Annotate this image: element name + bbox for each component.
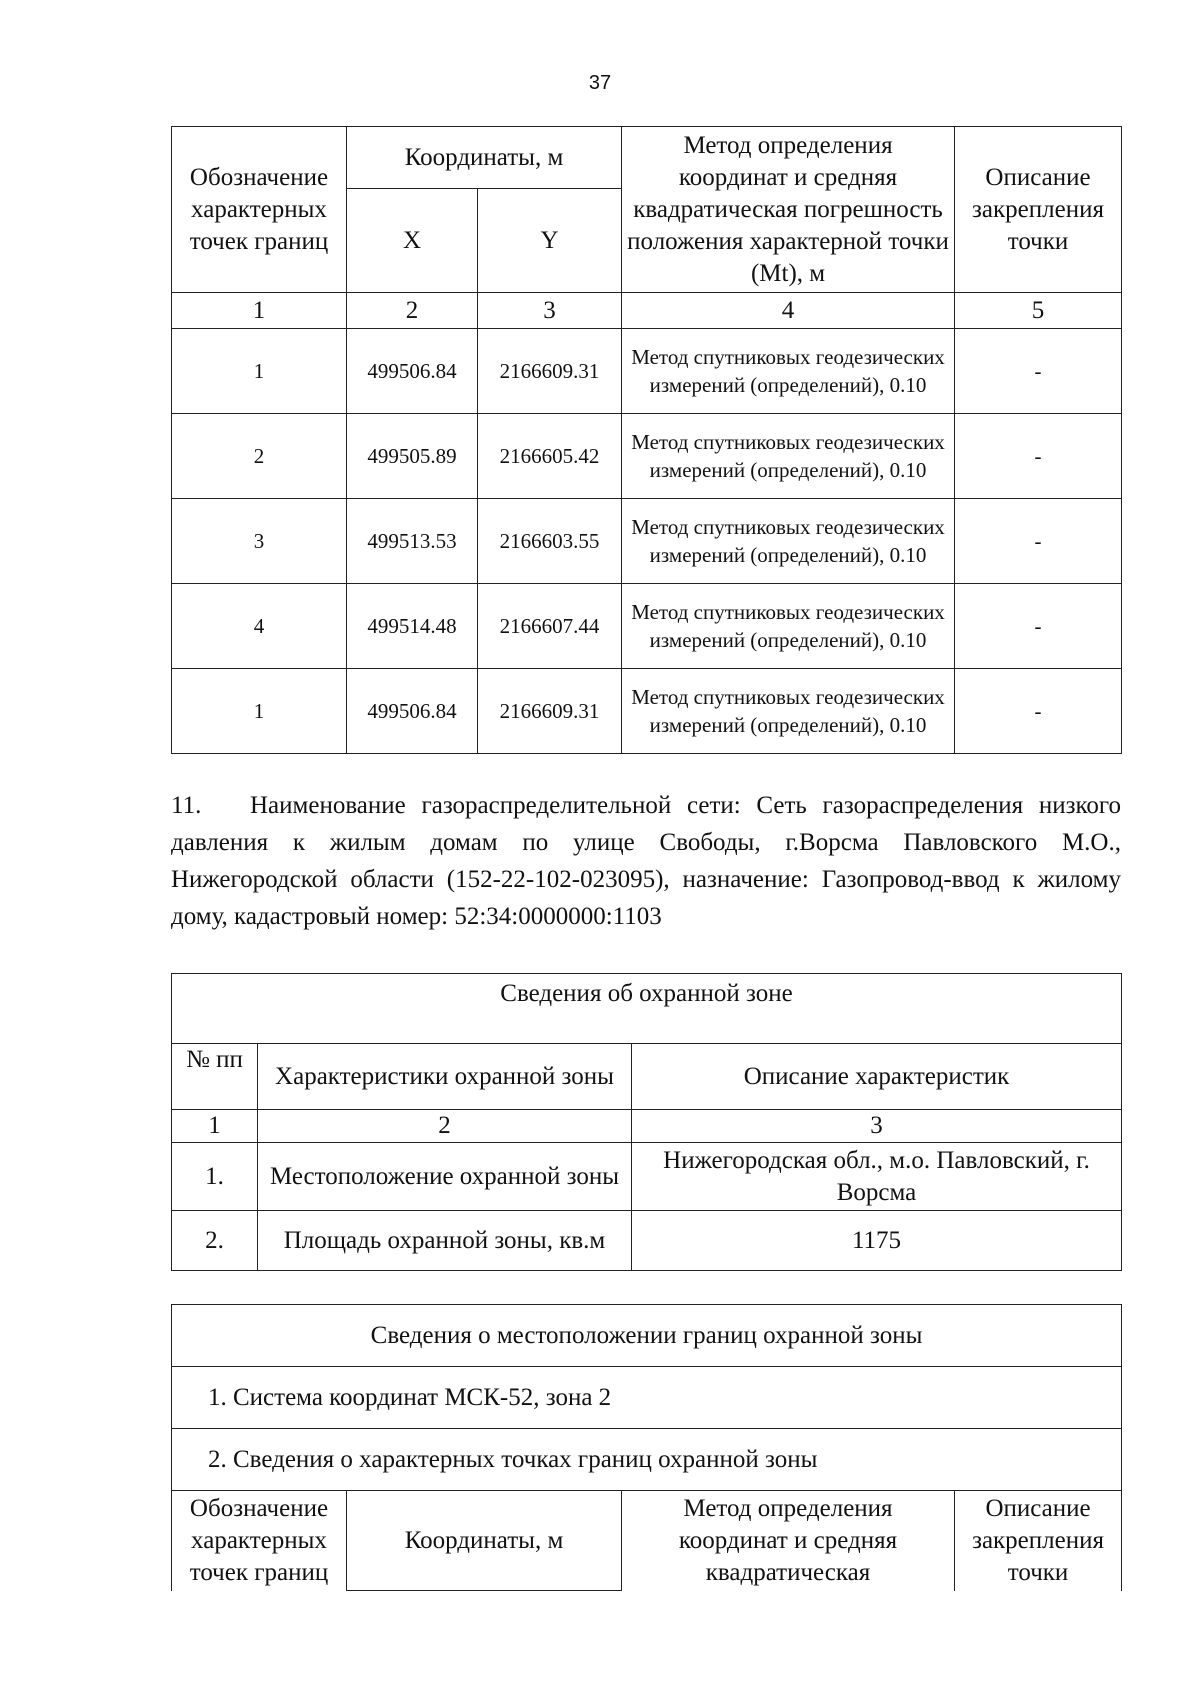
- column-number: 5: [955, 293, 1122, 329]
- borders-table-title: Сведения о местоположении границ охранной зоны: [172, 1305, 1122, 1367]
- header-y: Y: [478, 189, 622, 293]
- x-value: 499506.84: [347, 669, 478, 754]
- description-value: -: [955, 414, 1122, 499]
- method-value: Метод спутниковых геодезических измерений (определений), 0.10: [622, 584, 955, 669]
- header-characteristic: Характеристики охранной зоны: [258, 1044, 632, 1110]
- header-point: Обозначение характерных точек границ: [172, 127, 347, 293]
- page-number: 37: [588, 72, 612, 94]
- method-value: Метод спутниковых геодезических измерений (определений), 0.10: [622, 499, 955, 584]
- coordinate-system-line: 1. Система координат МСК-52, зона 2: [172, 1367, 1122, 1429]
- point-id: 2: [172, 414, 347, 499]
- table-row: [172, 1211, 1122, 1271]
- table-row: [172, 669, 1122, 754]
- method-value: Метод спутниковых геодезических измерений (определений), 0.10: [622, 329, 955, 414]
- column-number: 4: [622, 293, 955, 329]
- header-method: Метод определения координат и средняя квадратическая: [622, 1491, 955, 1591]
- column-number: 1: [172, 1110, 258, 1143]
- row-number: 1.: [172, 1143, 258, 1211]
- section-paragraph: [171, 787, 1121, 935]
- table-row: [172, 1143, 1122, 1211]
- y-value: 2166603.55: [478, 499, 622, 584]
- row-number: 2.: [172, 1211, 258, 1271]
- section-text: Наименование газораспределительной сети: Сеть газораспределения низкого давления к жилым домам по улице Свободы, г.Ворсма Павловского М.О., Нижегородской области (152-22-102-023095), назначение: Газопровод-ввод к жилому дому, кадастровый номер: 52:34:0000000:1103: [171, 792, 1121, 930]
- table-row: [172, 499, 1122, 584]
- table-row: [172, 414, 1122, 499]
- table-row: [172, 584, 1122, 669]
- description-value: Нижегородская обл., м.о. Павловский, г. Ворсма: [632, 1143, 1122, 1211]
- y-value: 2166609.31: [478, 669, 622, 754]
- header-description: Описание закрепления точки: [955, 127, 1122, 293]
- x-value: 499505.89: [347, 414, 478, 499]
- header-coordinates: Координаты, м: [347, 127, 622, 189]
- section-number: 11.: [171, 792, 202, 819]
- x-value: 499513.53: [347, 499, 478, 584]
- coordinates-table: [171, 126, 1122, 754]
- description-value: -: [955, 499, 1122, 584]
- protection-zone-table: [171, 973, 1122, 1271]
- description-value: 1175: [632, 1211, 1122, 1271]
- point-id: 3: [172, 499, 347, 584]
- description-value: -: [955, 329, 1122, 414]
- point-id: 1: [172, 329, 347, 414]
- column-number: 1: [172, 293, 347, 329]
- y-value: 2166609.31: [478, 329, 622, 414]
- point-id: 4: [172, 584, 347, 669]
- point-id: 1: [172, 669, 347, 754]
- description-value: -: [955, 669, 1122, 754]
- x-value: 499506.84: [347, 329, 478, 414]
- zone-borders-table: [171, 1304, 1122, 1591]
- y-value: 2166605.42: [478, 414, 622, 499]
- header-num: № пп: [172, 1044, 258, 1110]
- x-value: 499514.48: [347, 584, 478, 669]
- method-value: Метод спутниковых геодезических измерений (определений), 0.10: [622, 414, 955, 499]
- header-x: X: [347, 189, 478, 293]
- header-point: Обозначение характерных точек границ: [172, 1491, 347, 1591]
- column-number: 2: [258, 1110, 632, 1143]
- table-row: [172, 329, 1122, 414]
- description-value: -: [955, 584, 1122, 669]
- points-section-line: 2. Сведения о характерных точках границ охранной зоны: [172, 1429, 1122, 1491]
- column-number: 3: [632, 1110, 1122, 1143]
- header-description: Описание закрепления точки: [955, 1491, 1122, 1591]
- zone-table-title: Сведения об охранной зоне: [172, 974, 1122, 1044]
- column-number: 2: [347, 293, 478, 329]
- characteristic-value: Местоположение охранной зоны: [258, 1143, 632, 1211]
- method-value: Метод спутниковых геодезических измерений (определений), 0.10: [622, 669, 955, 754]
- y-value: 2166607.44: [478, 584, 622, 669]
- characteristic-value: Площадь охранной зоны, кв.м: [258, 1211, 632, 1271]
- column-number: 3: [478, 293, 622, 329]
- header-method: Метод определения координат и средняя квадратическая погрешность положения характерной точки (Mt), м: [622, 127, 955, 293]
- header-coordinates: Координаты, м: [347, 1491, 622, 1591]
- header-description: Описание характеристик: [632, 1044, 1122, 1110]
